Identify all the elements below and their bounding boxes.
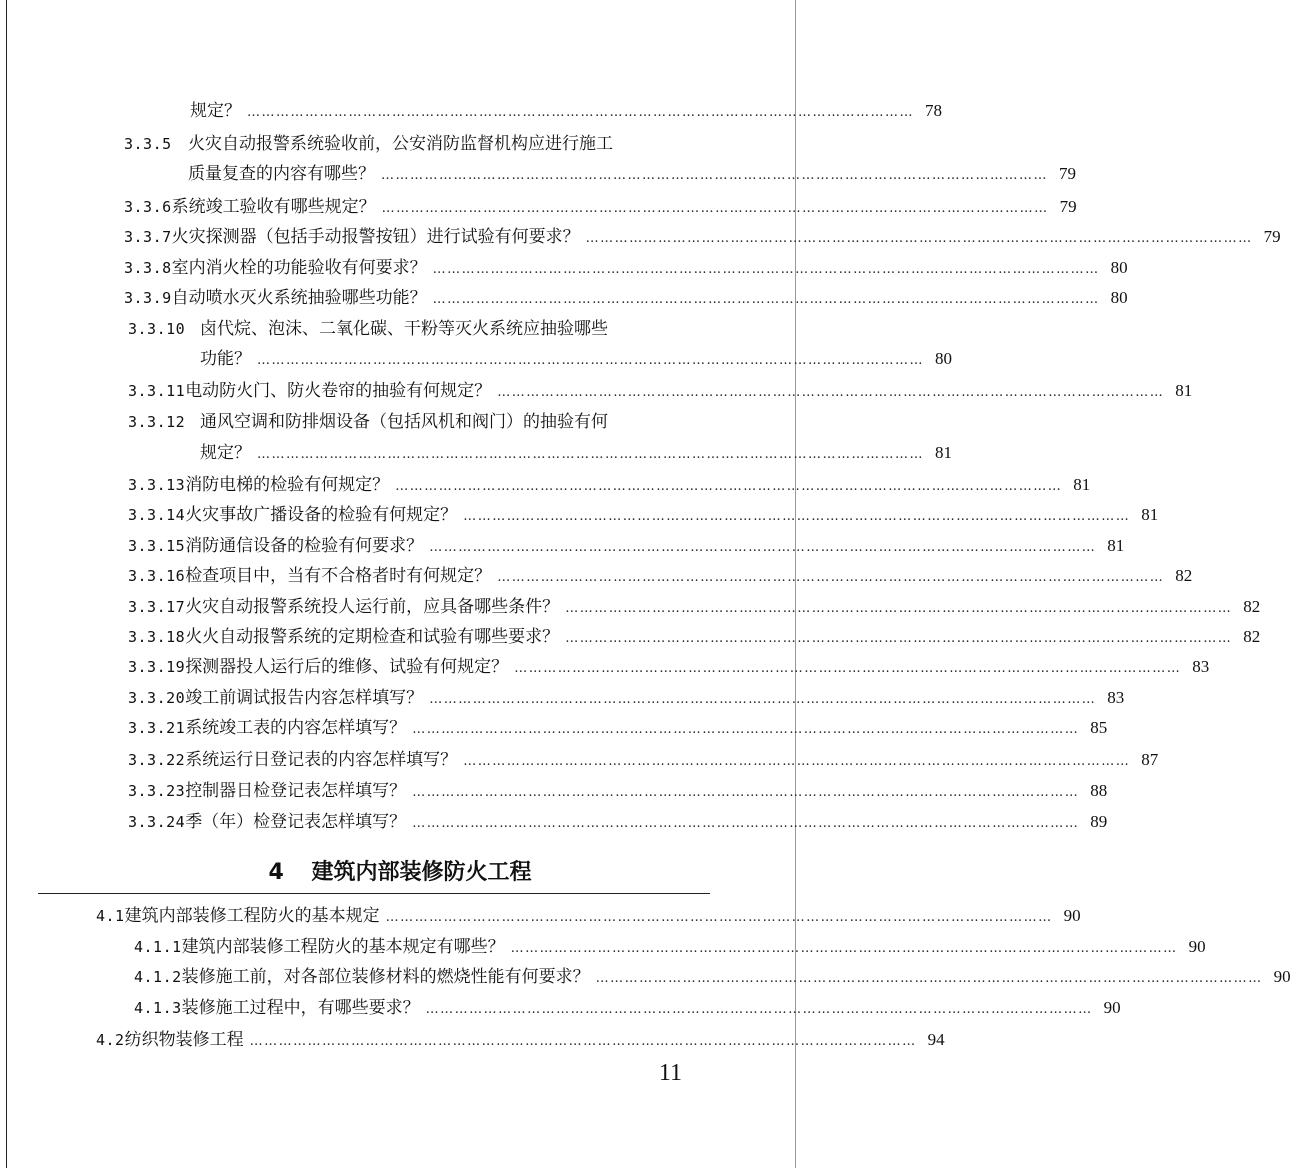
page-left-edge — [6, 0, 7, 1168]
toc-entry — [190, 101, 942, 123]
toc-entry-title: 火灾自动报警系统验收前，公安消防监督机构应进行施工 — [188, 134, 613, 154]
toc-entry-number: 3.3.11 — [128, 382, 186, 400]
toc-entry-page: 81 — [1141, 505, 1159, 524]
toc-entry-title: 火灾事故广播设备的检验有何规定？ — [185, 505, 458, 525]
toc-entry-page: 81 — [1107, 536, 1125, 555]
toc-entry-number: 4.1 — [96, 907, 125, 925]
chapter-number: 4 — [268, 860, 284, 885]
toc-entry — [128, 750, 1159, 772]
toc-entry-title: 竣工前调试报告内容怎样填写？ — [185, 688, 424, 708]
chapter-title: 建筑内部装修防火工程 — [311, 860, 532, 885]
toc-entry-page: 81 — [1073, 475, 1091, 494]
toc-entry-number: 3.3.21 — [128, 719, 186, 737]
toc-entry-page: 82 — [1243, 627, 1261, 646]
toc-entry-title: 消防电梯的检验有何规定？ — [185, 475, 390, 495]
toc-leader: ………………………………………………………………………………………………………………………… — [385, 910, 1053, 925]
toc-entry-title: 电动防火门、防火卷帘的抽验有何规定？ — [185, 381, 492, 401]
toc-entry-title: 系统运行日登记表的内容怎样填写？ — [185, 750, 458, 770]
toc-entry-page: 78 — [925, 101, 942, 120]
toc-entry-page: 87 — [1141, 750, 1159, 769]
toc-entry-number: 4.1.1 — [134, 938, 182, 956]
toc-leader: ………………………………………………………………………………………………………………………… — [463, 509, 1131, 524]
toc-entry-number: 3.3.22 — [128, 751, 186, 769]
toc-entry-title: 火灾自动报警系统投人运行前，应具备哪些条件？ — [185, 597, 560, 617]
toc-entry — [128, 597, 1261, 619]
toc-entry-page: 79 — [1263, 227, 1281, 246]
toc-entry-number: 4.2 — [96, 1031, 125, 1049]
toc-leader: ………………………………………………………………………………………………………………………… — [429, 692, 1097, 707]
toc-entry-title: 纺织物装修工程 — [124, 1030, 244, 1050]
toc-leader: ………………………………………………………………………………………………………………………… — [395, 479, 1063, 494]
toc-entry — [128, 657, 1210, 679]
toc-entry-title: 规定？ — [200, 443, 251, 463]
toc-entry-page: 81 — [935, 443, 952, 462]
toc-entry-page: 94 — [927, 1030, 945, 1049]
toc-leader: ………………………………………………………………………………………………………………………… — [412, 816, 1080, 831]
toc-leader: ………………………………………………………………………………………………………………………… — [585, 231, 1253, 246]
toc-leader: ………………………………………………………………………………………………………………………… — [565, 601, 1233, 616]
toc-entry-title: 卤代烷、泡沫、二氧化碳、干粉等灭火系统应抽验哪些 — [200, 319, 608, 339]
toc-entry — [188, 164, 1076, 186]
toc-entry — [128, 688, 1125, 710]
toc-entry-number: 3.3.20 — [128, 689, 186, 707]
toc-entry-title: 装修施工过程中，有哪些要求？ — [181, 998, 420, 1018]
toc-entry-page: 90 — [1188, 937, 1206, 956]
toc-entry-number: 3.3.10 — [128, 320, 186, 338]
toc-entry-title: 装修施工前，对各部位装修材料的燃烧性能有何要求？ — [181, 967, 590, 987]
toc-entry-page: 79 — [1059, 197, 1077, 216]
toc-leader: ………………………………………………………………………………………………………………………… — [412, 785, 1080, 800]
toc-entry-title: 建筑内部装修工程防火的基本规定 — [124, 906, 380, 926]
toc-entry — [128, 627, 1261, 649]
toc-entry-number: 3.3.5 — [124, 135, 172, 153]
toc-entry-title: 火火自动报警系统的定期检查和试验有哪些要求？ — [185, 627, 560, 647]
toc-entry-title: 火灾探测器（包括手动报警按钮）进行试验有何要求？ — [171, 227, 580, 247]
toc-entry-number: 3.3.9 — [124, 289, 172, 307]
toc-entry-number: 4.1.3 — [134, 999, 182, 1017]
toc-entry-number: 3.3.19 — [128, 658, 186, 676]
toc-entry — [124, 258, 1128, 280]
toc-leader: ………………………………………………………………………………………………………………………… — [425, 1002, 1093, 1017]
toc-entry-page: 89 — [1090, 812, 1108, 831]
toc-entry-number: 3.3.13 — [128, 476, 186, 494]
toc-entry-page: 80 — [935, 349, 952, 368]
toc-entry-number: 3.3.12 — [128, 413, 186, 431]
toc-leader: ………………………………………………………………………………………………………………………… — [429, 540, 1097, 555]
toc-entry-title: 质量复查的内容有哪些？ — [188, 164, 375, 184]
toc-entry — [128, 812, 1108, 834]
toc-entry-number: 3.3.14 — [128, 506, 186, 524]
toc-entry — [200, 349, 952, 371]
toc-leader: ………………………………………………………………………………………………………………………… — [432, 292, 1100, 307]
toc-entry-title: 消防通信设备的检验有何要求？ — [185, 536, 424, 556]
toc-leader: ………………………………………………………………………………………………………………………… — [595, 971, 1263, 986]
toc-entry — [200, 443, 952, 465]
toc-entry-number: 3.3.18 — [128, 628, 186, 646]
toc-entry — [128, 781, 1108, 803]
toc-entry — [128, 718, 1108, 740]
toc-entry-number: 4.1.2 — [134, 968, 182, 986]
toc-entry-number: 3.3.6 — [124, 198, 172, 216]
toc-entry — [124, 227, 1281, 249]
toc-leader: ………………………………………………………………………………………………………………………… — [565, 631, 1233, 646]
toc-entry — [128, 536, 1125, 558]
toc-leader: ………………………………………………………………………………………………………………………… — [497, 385, 1165, 400]
toc-entry-number: 3.3.8 — [124, 259, 172, 277]
toc-section — [96, 906, 1081, 928]
toc-entry-title: 探测器投人运行后的维修、试验有何规定？ — [185, 657, 509, 677]
toc-entry — [128, 381, 1193, 403]
toc-leader: ………………………………………………………………………………………………………………………… — [381, 201, 1049, 216]
toc-leader: ………………………………………………………………………………………………………………………… — [257, 447, 924, 462]
toc-leader: ………………………………………………………………………………………………………………………… — [514, 661, 1182, 676]
toc-entry — [124, 134, 690, 154]
toc-entry-page: 90 — [1273, 967, 1291, 986]
chapter-heading — [0, 855, 800, 886]
toc-entry-title: 检查项目中，当有不合格者时有何规定？ — [185, 566, 492, 586]
toc-leader: ………………………………………………………………………………………………………………………… — [510, 941, 1178, 956]
chapter-rule — [38, 893, 710, 894]
toc-entry-title: 规定？ — [190, 101, 241, 121]
toc-section — [96, 1030, 945, 1052]
toc-entry-number: 3.3.7 — [124, 228, 172, 246]
toc-leader: ………………………………………………………………………………………………………………………… — [249, 1034, 917, 1049]
toc-entry-number: 3.3.23 — [128, 782, 186, 800]
toc-leader: ………………………………………………………………………………………………………………………… — [497, 570, 1165, 585]
toc-leader: ………………………………………………………………………………………………………………………… — [381, 168, 1048, 183]
toc-entry — [124, 288, 1128, 310]
toc-entry-page: 82 — [1243, 597, 1261, 616]
toc-entry — [134, 967, 1291, 989]
toc-entry-page: 85 — [1090, 718, 1108, 737]
toc-entry-title: 控制器日检登记表怎样填写？ — [185, 781, 407, 801]
toc-entry-title: 室内消火栓的功能验收有何要求？ — [171, 258, 427, 278]
toc-entry-page: 80 — [1110, 258, 1128, 277]
toc-leader: ………………………………………………………………………………………………………………………… — [432, 262, 1100, 277]
toc-entry-number: 3.3.15 — [128, 537, 186, 555]
toc-leader: ………………………………………………………………………………………………………………………… — [412, 722, 1080, 737]
toc-entry-page: 79 — [1059, 164, 1076, 183]
toc-entry-page: 81 — [1175, 381, 1193, 400]
toc-entry-title: 季（年）检登记表怎样填写？ — [185, 812, 407, 832]
toc-entry — [134, 937, 1206, 959]
toc-entry — [124, 197, 1077, 219]
toc-leader: ………………………………………………………………………………………………………………………… — [257, 353, 924, 368]
toc-entry-number: 3.3.16 — [128, 567, 186, 585]
toc-entry-title: 功能？ — [200, 349, 251, 369]
toc-entry-number: 3.3.17 — [128, 598, 186, 616]
toc-entry-title: 系统竣工验收有哪些规定？ — [171, 197, 376, 217]
toc-entry-page: 82 — [1175, 566, 1193, 585]
toc-entry — [134, 998, 1121, 1020]
toc-entry-page: 90 — [1063, 906, 1081, 925]
toc-entry-page: 90 — [1103, 998, 1121, 1017]
toc-entry-title: 建筑内部装修工程防火的基本规定有哪些？ — [181, 937, 505, 957]
toc-entry-page: 83 — [1192, 657, 1210, 676]
toc-entry — [128, 319, 690, 339]
toc-entry-number: 3.3.24 — [128, 813, 186, 831]
toc-entry-page: 80 — [1110, 288, 1128, 307]
toc-entry-page: 88 — [1090, 781, 1108, 800]
toc-entry-title: 自动喷水灭火系统抽验哪些功能？ — [171, 288, 427, 308]
toc-entry-title: 系统竣工表的内容怎样填写？ — [185, 718, 407, 738]
page-number: 11 — [658, 1060, 682, 1086]
toc-leader: ………………………………………………………………………………………………………………………… — [247, 105, 914, 120]
toc-entry — [128, 475, 1091, 497]
toc-entry — [128, 566, 1193, 588]
toc-entry-page: 83 — [1107, 688, 1125, 707]
toc-entry — [128, 412, 690, 432]
toc-entry-title: 通风空调和防排烟设备（包括风机和阀门）的抽验有何 — [200, 412, 608, 432]
toc-entry — [128, 505, 1159, 527]
toc-leader: ………………………………………………………………………………………………………………………… — [463, 754, 1131, 769]
